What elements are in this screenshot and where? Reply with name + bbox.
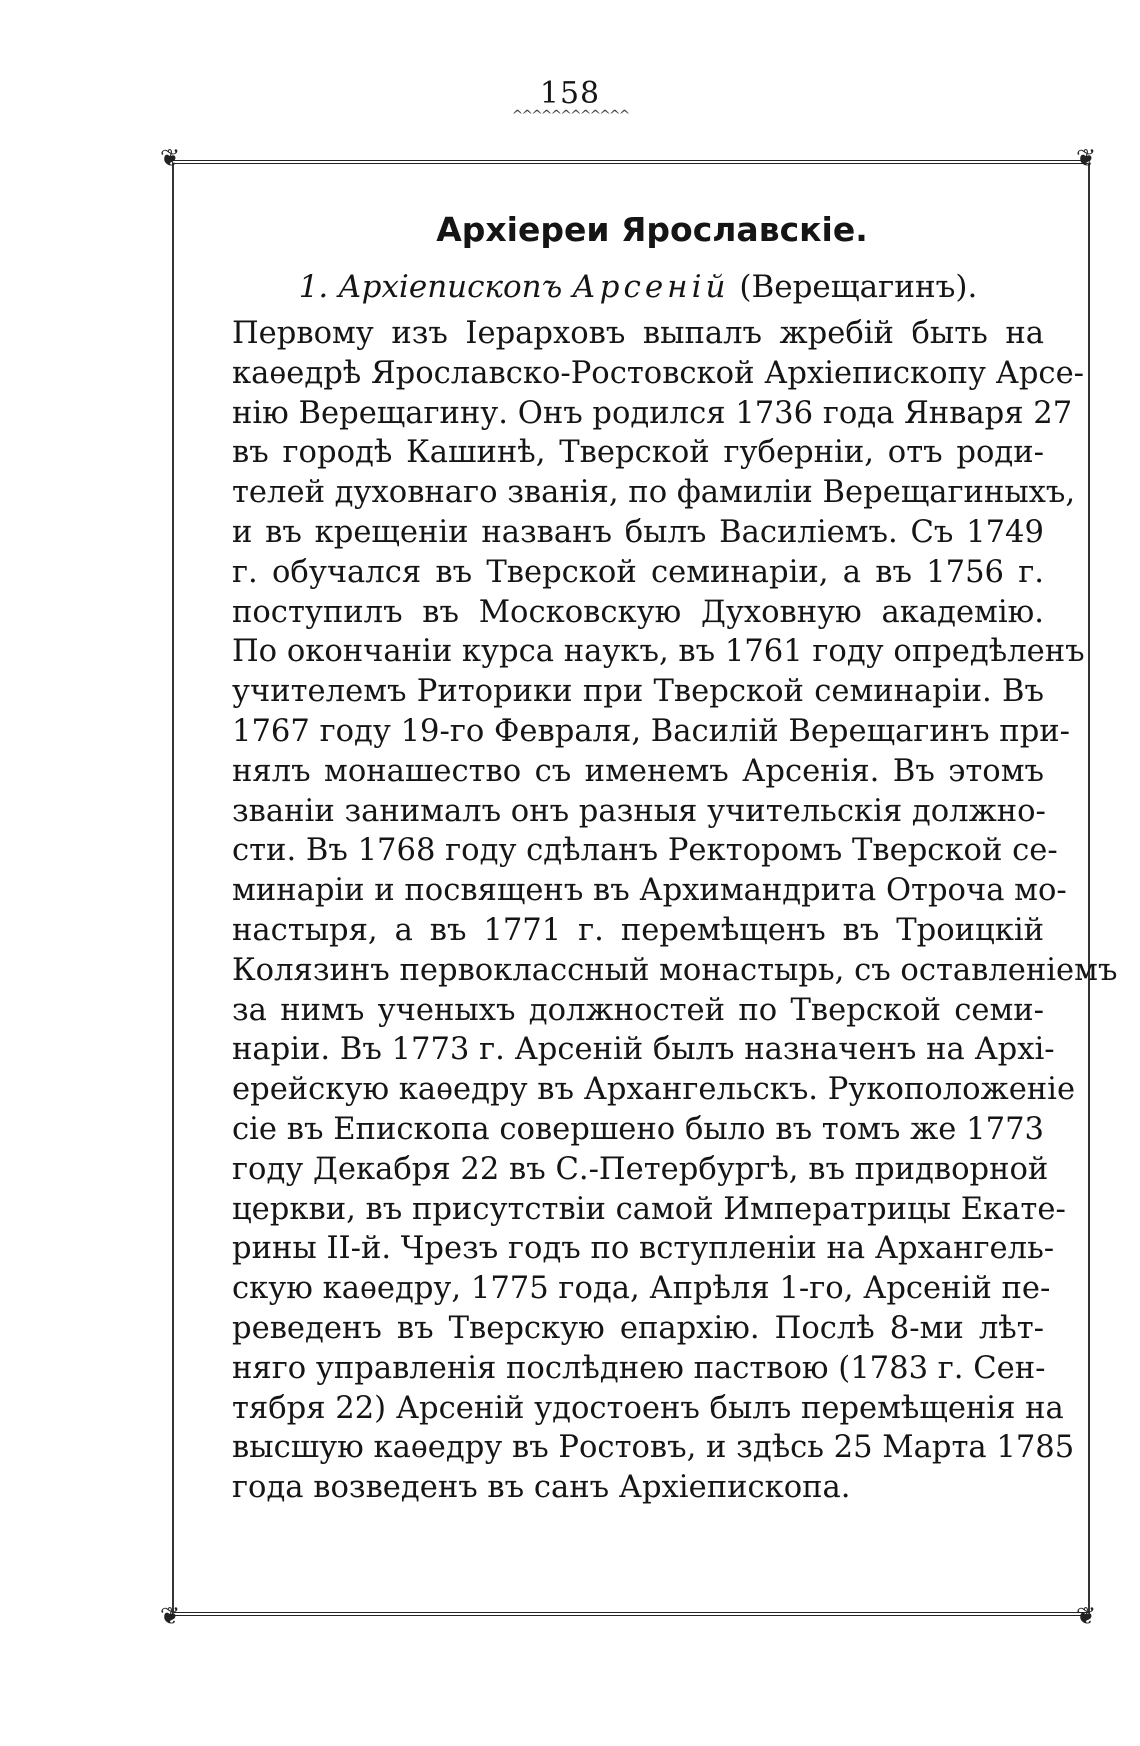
text-line: По окончаніи курса наукъ, въ 1761 году опредѣленъ	[232, 634, 1085, 670]
text-line: года возведенъ въ санъ Архіепископа.	[232, 1470, 851, 1506]
text-line: минаріи и посвященъ въ Архимандрита Отроча мо-	[232, 873, 1067, 909]
text-line: наріи. Въ 1773 г. Арсеній былъ назначенъ на Архі-	[232, 1032, 1055, 1068]
text-line: и въ крещеніи названъ былъ Василіемъ. Съ 1749	[232, 514, 1044, 550]
page-number-ornament: ^^^^^^^^^^^^	[511, 108, 629, 124]
text-line: рины II-й. Чрезъ годъ по вступленіи на Архангель-	[232, 1231, 1055, 1267]
entry-surname: (Верещагинъ).	[739, 269, 978, 305]
text-line: церкви, въ присутствіи самой Императрицы Екате-	[232, 1191, 1066, 1227]
corner-ornament-icon: ❦	[1076, 144, 1097, 172]
text-line: г. обучался въ Тверской семинаріи, а въ 1756 г.	[232, 554, 1044, 590]
text-line: сіе въ Епископа совершено было въ томъ же 1773	[232, 1111, 1044, 1147]
text-line: телей духовнаго званія, по фамиліи Верещагиныхъ,	[232, 475, 1076, 511]
text-line: поступилъ въ Московскую Духовную академію.	[232, 594, 1044, 630]
text-line: въ городѣ Кашинѣ, Тверской губерніи, отъ роди-	[232, 435, 1044, 471]
text-line: Колязинъ первоклассный монастырь, съ оставленіемъ	[232, 952, 1118, 988]
article-body	[232, 314, 1118, 1508]
entry-number: 1.	[298, 269, 329, 305]
corner-ornament-icon: ❦	[160, 144, 181, 172]
text-line: сти. Въ 1768 году сдѣланъ Ректоромъ Тверской се-	[232, 833, 1058, 869]
text-line: званіи занималъ онъ разныя учительскія должно-	[232, 793, 1046, 829]
text-line: году Декабря 22 въ С.-Петербургѣ, въ придворной	[232, 1151, 1049, 1187]
article	[232, 200, 1118, 1508]
corner-ornament-icon: ❦	[160, 1602, 181, 1630]
text-line: Первому изъ Іерарховъ выпалъ жребій быть на	[232, 316, 1044, 351]
entry-rank: Архіепископъ	[338, 269, 563, 305]
text-line: реведенъ въ Тверскую епархію. Послѣ 8-ми лѣт-	[232, 1310, 1044, 1346]
text-line: высшую каѳедру въ Ростовъ, и здѣсь 25 Марта 1785	[232, 1430, 1075, 1466]
corner-ornament-icon: ❦	[1076, 1602, 1097, 1630]
article-heading: Архіереи Ярославскіе.	[436, 210, 868, 249]
page-number: 158	[539, 76, 601, 111]
text-line: за нимъ ученыхъ должностей по Тверской семи-	[232, 992, 1044, 1028]
text-line: каѳедрѣ Ярославско-Ростовской Архіепископу Арсе-	[232, 355, 1085, 391]
text-line: настыря, а въ 1771 г. перемѣщенъ въ Троицкій	[232, 912, 1044, 948]
text-line: ерейскую каѳедру въ Архангельскъ. Рукоположеніе	[232, 1072, 1076, 1108]
text-line: няго управленія послѣднею паствою (1783 г. Сен-	[232, 1350, 1046, 1386]
text-line: нію Верещагину. Онъ родился 1736 года Января 27	[232, 395, 1073, 431]
entry-title	[232, 260, 1044, 314]
entry-name: Арсеній	[572, 269, 730, 305]
text-line: тября 22) Арсеній удостоенъ былъ перемѣщенія на	[232, 1390, 1064, 1426]
text-line: скую каѳедру, 1775 года, Апрѣля 1-го, Арсеній пе-	[232, 1271, 1051, 1307]
text-line: нялъ монашество съ именемъ Арсенія. Въ этомъ	[232, 753, 1044, 789]
text-line: учителемъ Риторики при Тверской семинаріи. Въ	[232, 674, 1044, 710]
text-line: 1767 году 19-го Февраля, Василій Верещагинъ при-	[232, 713, 1071, 749]
